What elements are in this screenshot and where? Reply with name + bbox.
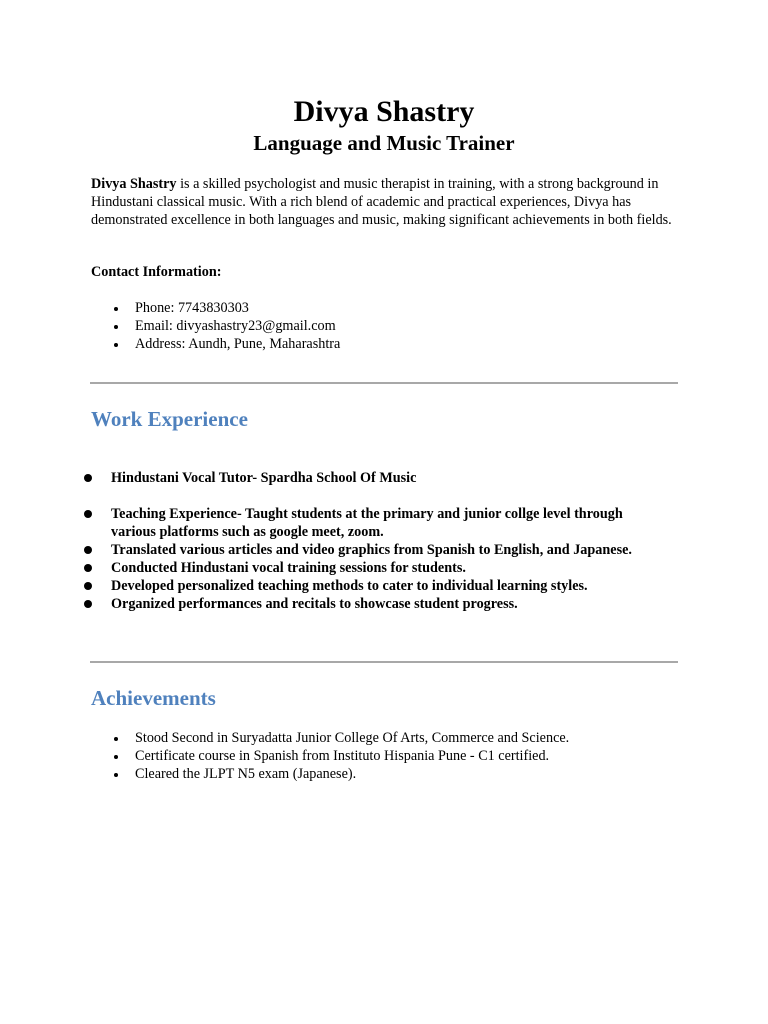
candidate-title: Language and Music Trainer [253,131,515,155]
intro-text: is a skilled psychologist and music therapist in training, with a strong background in Hindustani classical music. With a rich blend of academic and practical experiences, Divya has demonstrated excellence in both languages and music, making significant achievements in both fields. [91,176,672,228]
work-item: Teaching Experience- Taught students at the primary and junior collge level through various platforms such as google meet, zoom. [82,505,642,541]
achievement-item: Certificate course in Spanish from Instituto Hispania Pune - C1 certified. [111,747,671,765]
work-item: Translated various articles and video graphics from Spanish to English, and Japanese. [82,541,642,559]
section-divider [90,661,678,663]
work-experience-list [82,469,642,613]
work-item: Developed personalized teaching methods to cater to individual learning styles. [82,577,642,595]
achievement-item: Cleared the JLPT N5 exam (Japanese). [111,765,671,783]
intro-name: Divya Shastry [91,176,177,192]
work-item: Organized performances and recitals to showcase student progress. [82,595,642,613]
intro-paragraph [91,175,691,229]
achievements-heading: Achievements [91,686,216,710]
achievements-list [111,729,671,783]
work-item: Conducted Hindustani vocal training sessions for students. [82,559,642,577]
work-experience-heading: Work Experience [91,407,248,431]
contact-address: Address: Aundh, Pune, Maharashtra [111,335,340,353]
contact-list [111,299,340,353]
section-divider [90,382,678,384]
work-item: Hindustani Vocal Tutor- Spardha School Of Music [82,469,642,487]
contact-email[interactable]: Email: divyashastry23@gmail.com [111,317,340,335]
contact-phone: Phone: 7743830303 [111,299,340,317]
contact-heading: Contact Information: [91,264,222,280]
achievement-item: Stood Second in Suryadatta Junior College Of Arts, Commerce and Science. [111,729,671,747]
candidate-name: Divya Shastry [293,95,475,128]
